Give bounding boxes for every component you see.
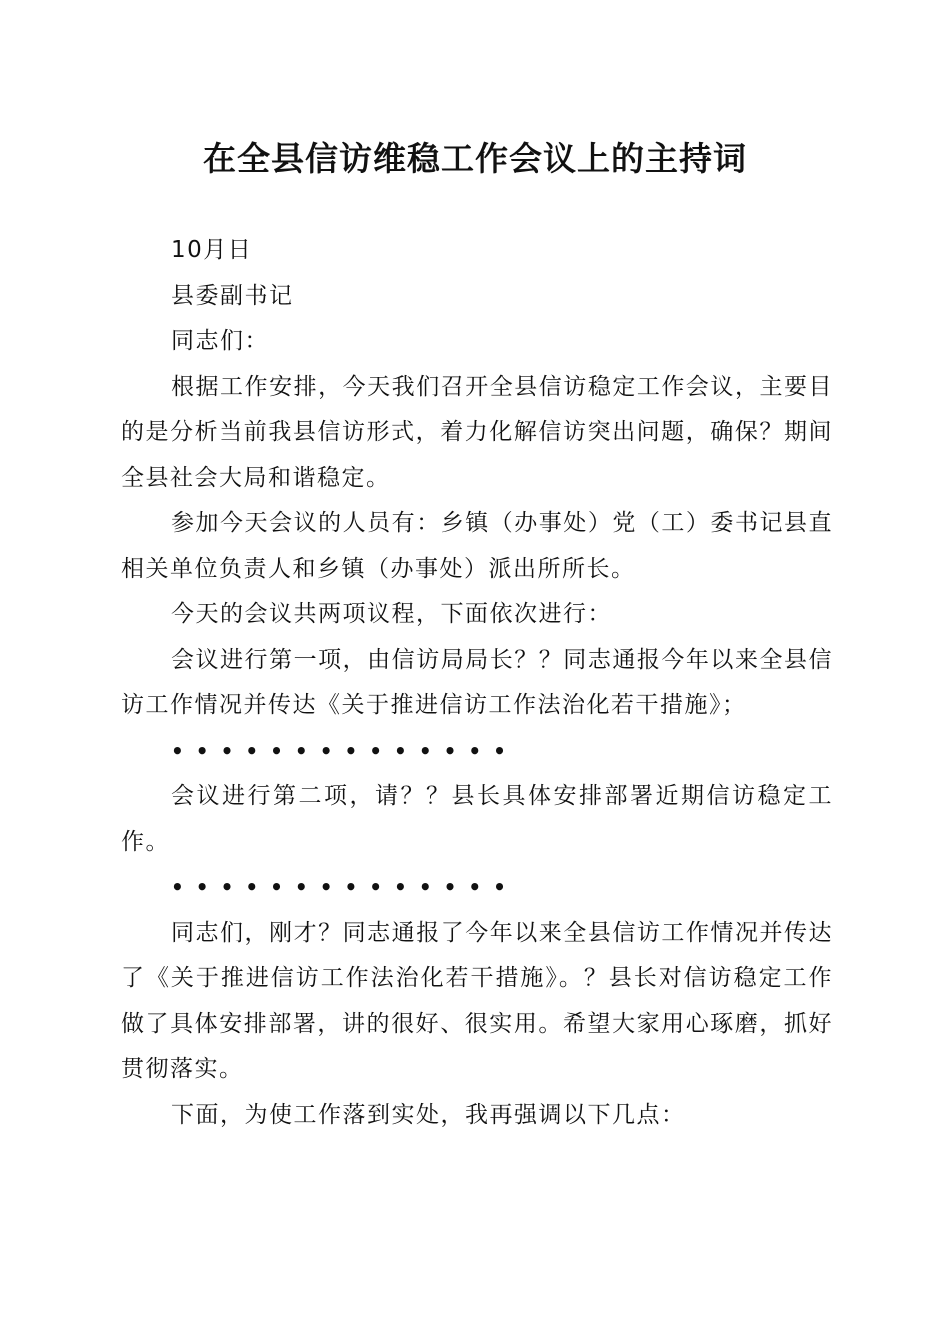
paragraph-attendees: 参加今天会议的人员有：乡镇（办事处）党（工）委书记县直相关单位负责人和乡镇（办事处）派出所所长。 [121,510,833,582]
paragraph-summary: 同志们，刚才？同志通报了今年以来全县信访工作情况并传达了《关于推进信访工作法治化若干措施》。？县长对信访稳定工作做了具体安排部署，讲的很好、很实用。希望大家用心琢磨，抓好贯彻落实。 [121,919,833,1082]
speaker-line: 县委副书记 [171,282,294,309]
paragraph-emphasis: 下面，为使工作落到实处，我再强调以下几点： [171,1101,686,1128]
paragraph-item-one: 会议进行第一项，由信访局局长？？同志通报今年以来全县信访工作情况并传达《关于推进信访工作法治化若干措施》； [121,646,833,718]
ellipsis-separator: •••••••••••••• [171,738,518,763]
paragraph-agenda: 今天的会议共两项议程，下面依次进行： [171,601,612,627]
document-body [121,228,833,1138]
paragraph-item-two: 会议进行第二项，请？？县长具体安排部署近期信访稳定工作。 [121,783,833,855]
document-title: 在全县信访维稳工作会议上的主持词 [203,139,747,178]
date-line: 10月日 [171,237,253,263]
ellipsis-separator: •••••••••••••• [171,875,518,899]
salutation: 同志们： [171,328,269,354]
paragraph-purpose: 根据工作安排，今天我们召开全县信访稳定工作会议，主要目的是分析当前我县信访形式，着力化解信访突出问题，确保？期间全县社会大局和谐稳定。 [121,373,833,491]
